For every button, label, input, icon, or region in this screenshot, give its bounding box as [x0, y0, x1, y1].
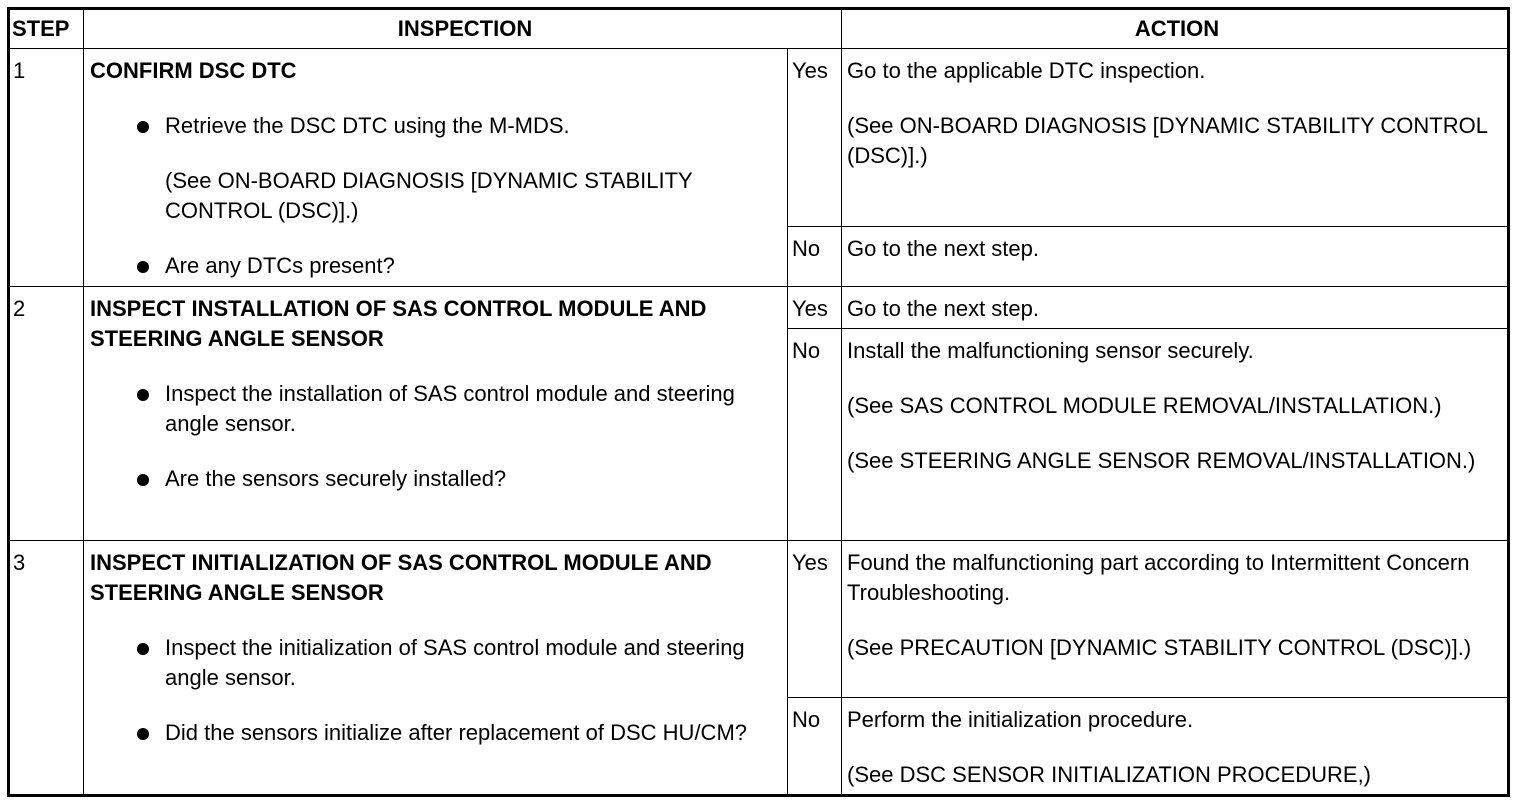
action-reference-link[interactable]: (See STEERING ANGLE SENSOR REMOVAL/INSTALLATION.): [847, 448, 1476, 473]
inspection-title: INSPECT INSTALLATION OF SAS CONTROL MODULE AND STEERING ANGLE SENSOR: [90, 296, 707, 351]
yes-label: Yes: [788, 287, 842, 329]
inspection-bullet: Are any DTCs present?: [90, 251, 781, 281]
table-row: [9, 541, 1509, 698]
no-action-cell: [842, 698, 1509, 796]
inspection-cell: [84, 541, 788, 796]
action-text: Go to the next step.: [847, 236, 1040, 261]
step-number: 3: [9, 541, 84, 796]
inspection-bullet: Inspect the initialization of SAS control module and steering angle sensor.: [90, 633, 781, 693]
no-action-cell: [842, 329, 1509, 541]
header-row: [9, 9, 1509, 49]
inspection-bullet: Retrieve the DSC DTC using the M-MDS.: [90, 111, 781, 141]
no-label: No: [788, 227, 842, 287]
action-text: Perform the initialization procedure.: [847, 707, 1194, 732]
table-row: [9, 49, 1509, 227]
inspection-bullet: Are the sensors securely installed?: [90, 464, 781, 494]
yes-action-cell: [842, 287, 1509, 329]
no-label: No: [788, 329, 842, 541]
yes-action-cell: [842, 541, 1509, 698]
action-reference-link[interactable]: (See SAS CONTROL MODULE REMOVAL/INSTALLATION.): [847, 393, 1442, 418]
action-text: Go to the next step.: [847, 296, 1040, 321]
inspection-title: CONFIRM DSC DTC: [90, 58, 297, 83]
action-reference-link[interactable]: (See PRECAUTION [DYNAMIC STABILITY CONTROL (DSC)].): [847, 635, 1472, 660]
step-number: 2: [9, 287, 84, 541]
action-reference-link[interactable]: (See ON-BOARD DIAGNOSIS [DYNAMIC STABILITY CONTROL (DSC)].): [847, 113, 1488, 168]
action-text: Found the malfunctioning part according to Intermittent Concern Troubleshooting.: [847, 550, 1470, 605]
troubleshooting-table-container: [7, 7, 1507, 796]
action-header: ACTION: [842, 9, 1509, 49]
action-reference-link[interactable]: (See DSC SENSOR INITIALIZATION PROCEDURE,): [847, 762, 1372, 787]
no-label: No: [788, 698, 842, 796]
step-number: 1: [9, 49, 84, 287]
inspection-cell: [84, 287, 788, 541]
inspection-title: INSPECT INITIALIZATION OF SAS CONTROL MODULE AND STEERING ANGLE SENSOR: [90, 550, 712, 605]
yes-action-cell: [842, 49, 1509, 227]
inspection-header: INSPECTION: [84, 9, 842, 49]
yes-label: Yes: [788, 49, 842, 227]
no-action-cell: [842, 227, 1509, 287]
table-row: [9, 287, 1509, 329]
step-header: STEP: [9, 9, 84, 49]
inspection-cell: [84, 49, 788, 287]
action-text: Install the malfunctioning sensor securely.: [847, 338, 1254, 363]
yes-label: Yes: [788, 541, 842, 698]
inspection-bullet: Did the sensors initialize after replacement of DSC HU/CM?: [90, 718, 781, 748]
troubleshooting-table: [7, 7, 1510, 797]
action-text: Go to the applicable DTC inspection.: [847, 58, 1206, 83]
inspection-note: (See ON-BOARD DIAGNOSIS [DYNAMIC STABILITY CONTROL (DSC)].): [165, 168, 693, 223]
inspection-bullet: Inspect the installation of SAS control module and steering angle sensor.: [90, 379, 781, 439]
